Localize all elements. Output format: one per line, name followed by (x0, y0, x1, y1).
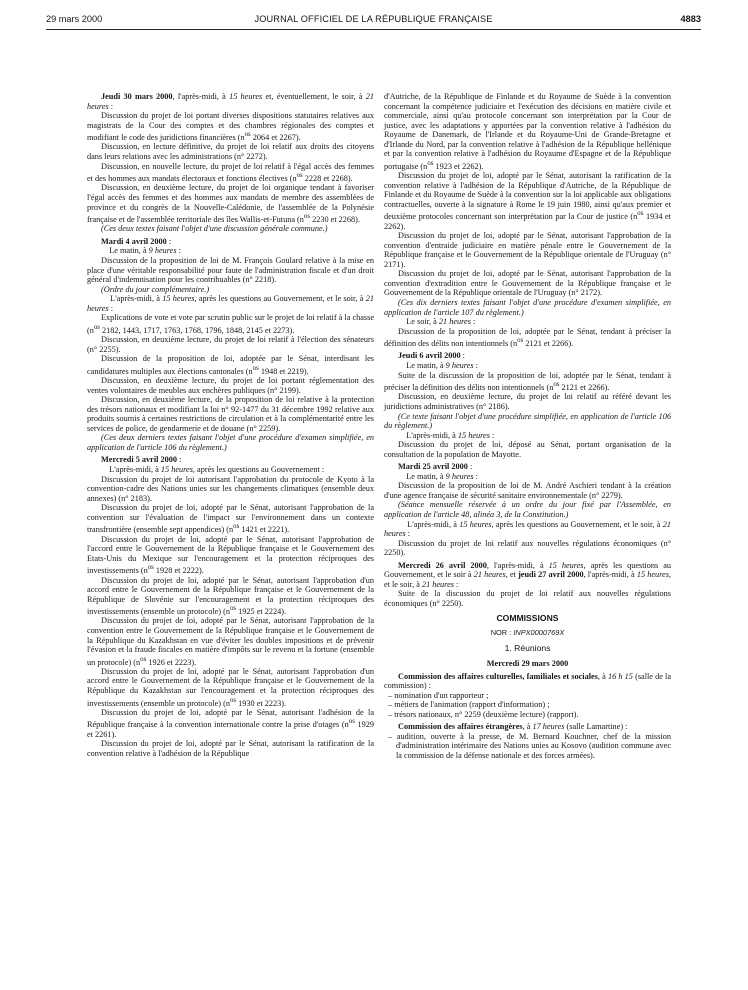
left-paragraph: Discussion, en nouvelle lecture, du projet de loi relatif à l'égal accès des femmes et des hommes aux mandats électoraux et fonctions électives ($n^{os}$ 2228 et 2268). (87, 161, 374, 183)
left-paragraph: Discussion du projet de loi, adopté par le Sénat, autorisant l'approbation d'un accord entre le Gouvernement de la République française et le Gouvernement de la République de Slovénie sur l'encouragement et la protection réciproques des investissements (ensemble un protocole) ($n^{os}$ 1925 et 2224). (87, 575, 374, 616)
left-paragraph: Discussion, en deuxième lecture, de la proposition de loi relative à la protection des trésors nationaux et modifiant la loi n° 92-1477 du 31 décembre 1992 relative aux produits soumis à certaines restrictions de circulation et à la complémentarité entre les services de police, de gendarmerie et de douane (n° 2259). (87, 395, 374, 433)
right-paragraph: Mardi 25 avril 2000 : (398, 462, 473, 472)
header-date: 29 mars 2000 (46, 14, 103, 24)
left-paragraph: Mercredi 5 avril 2000 : (101, 455, 182, 465)
left-paragraph: Discussion du projet de loi, adopté par le Sénat, autorisant la ratification de la convention relative à l'adhésion de la République (87, 739, 374, 758)
left-paragraph: Discussion, en deuxième lecture, du projet de loi organique tendant à favoriser l'égal accès des femmes et des hommes aux mandats de membre des assemblées de province et du congrès de la Nouvelle-Calédonie, de l'assemblée de la Polynésie française et de l'assemblée territoriale des îles Wallis-et-Futuna ($n^{os}$ 2230 et 2268). (87, 183, 374, 224)
left-paragraph: Discussion, en lecture définitive, du projet de loi relatif aux droits des citoyens dans leurs relations avec les administrations (n° 2272). (87, 142, 374, 162)
left-paragraph: Discussion du projet de loi, adopté par le Sénat, autorisant l'approbation de l'accord entre le Gouvernement de la République française et le Gouvernement des Etats-Unis du Mexique sur l'encouragement et la protection réciproques des investissements ($n^{os}$ 1928 et 2222). (87, 534, 374, 575)
right-paragraph: L'après-midi, à 15 heures, après les questions au Gouvernement, et le soir, à 21 heures : (384, 519, 671, 539)
left-paragraph: Discussion du projet de loi autorisant l'approbation du protocole de Kyoto à la convention-cadre des Nations unies sur les changements climatiques (ensemble deux annexes) (n° 2183). (87, 474, 374, 503)
right-paragraph: COMMISSIONS (496, 613, 559, 624)
right-paragraph: Le matin, à 9 heures : (398, 361, 478, 371)
right-paragraph: Suite de la discussion de la proposition de loi, adoptée par le Sénat, tendant à préciser la définition des délits non intentionnels ($n^{os}$ 2121 et 2266). (384, 370, 671, 392)
right-paragraph: Mercredi 29 mars 2000 (486, 659, 569, 669)
left-paragraph: Discussion du projet de loi, adopté par le Sénat, autorisant l'adhésion de la République française à la convention internationale contre la prise d'otages ($n^{os}$ 1929 et 2261). (87, 707, 374, 739)
left-paragraph: Discussion du projet de loi, adopté par le Sénat, autorisant l'approbation d'un accord entre le Gouvernement de la République française et le Gouvernement de la République du Kazakhstan sur l'encouragement et la protection réciproques des investissements (ensemble un protocole) ($n^{os}$ 1930 et 2223). (87, 666, 374, 708)
right-paragraph: (Séance mensuelle réservée à un ordre du jour fixé par l'Assemblée, en application de l'article 48, alinéa 3, de la Constitution.) (384, 500, 671, 519)
right-paragraph: – nomination d'un rapporteur ; (388, 690, 489, 700)
left-paragraph: (Ordre du jour complémentaire.) (101, 284, 210, 294)
left-paragraph: Discussion, en deuxième lecture, du projet de loi relatif à l'élection des sénateurs (n° 2255). (87, 335, 374, 354)
right-paragraph: Jeudi 6 avril 2000 : (398, 351, 465, 361)
right-paragraph: (Ce texte faisant l'objet d'une procédure simplifiée, en application de l'article 106 du règlement.) (384, 411, 671, 431)
right-paragraph: – audition, ouverte à la presse, de M. Bernard Kouchner, chef de la mission d'administration intérimaire des Nations unies au Kosovo (audition commune avec la commission de la défense nationale et des forces armées). (388, 731, 671, 760)
left-paragraph: Le matin, à 9 heures : (101, 246, 181, 256)
right-paragraph: d'Autriche, de la République de Finlande et du Royaume de Suède à la convention concernant la compétence judiciaire et l'exécution des décisions en matière civile et commerciale, ainsi qu'au protocole concernant son interprétation par la Cour de justice, avec les adaptations y apportées par la convention relative à l'adhésion du Royaume de Danemark, de l'Irlande et du Royaume-Uni de Grande-Bretagne et d'Irlande du Nord, par la convention relative à l'adhésion de la République hellénique et par la convention relative à l'adhésion du Royaume d'Espagne et de la République portugaise ($n^{os}$ 1923 et 2262). (384, 92, 671, 171)
right-paragraph: Le matin, à 9 heures : (398, 471, 478, 481)
right-paragraph: Discussion, en deuxième lecture, du projet de loi relatif au référé devant les juridictions administratives (n° 2186). (384, 392, 671, 411)
journal-title: JOURNAL OFFICIEL DE LA RÉPUBLIQUE FRANÇAISE (254, 14, 493, 24)
left-paragraph: Mardi 4 avril 2000 : (101, 236, 172, 246)
left-paragraph: Jeudi 30 mars 2000, l'après-midi, à 15 heures et, éventuellement, le soir, à 21 heures : (87, 92, 375, 111)
left-paragraph: Discussion du projet de loi, adopté par le Sénat, autorisant l'approbation de la convention entre le Gouvernement de la République française et le Gouvernement de la République du Kazakhstan en vue d'éviter les doubles impositions et de prévenir l'évasion et la fraude fiscales en matière d'impôts sur le revenu et la fortune (ensemble un protocole) ($n^{os}$ 1926 et 2223). (87, 616, 374, 667)
right-paragraph: Discussion du projet de loi, adopté par le Sénat, autorisant l'approbation de la convention d'extradition entre le Gouvernement de la République française et le Gouvernement de la République orientale de l'Uruguay (n° 2172). (384, 269, 671, 298)
left-paragraph: L'après-midi, à 15 heures, après les questions au Gouvernement, et le soir, à 21 heures : (87, 294, 374, 313)
left-paragraph: Discussion du projet de loi, adopté par le Sénat, autorisant l'approbation de la convention sur l'évaluation de l'impact sur l'environnement dans un contexte transfrontière (ensemble sept appendices) ($n^{os}$ 1421 et 2221). (87, 503, 374, 535)
right-paragraph: Commission des affaires étrangères, à 17 heures (salle Lamartine) : (398, 722, 628, 732)
right-column (384, 92, 671, 761)
right-paragraph: NOR : INPX0000769X (490, 627, 565, 637)
left-paragraph: Discussion du projet de loi portant diverses dispositions statutaires relatives aux magistrats de la Cour des comptes et des chambres régionales des comptes et modifiant le code des juridictions financières ($n^{os}$ 2064 et 2267). (87, 111, 374, 142)
right-paragraph: (Ces dix derniers textes faisant l'objet d'une procédure d'examen simplifiée, en application de l'article 107 du règlement.) (384, 297, 671, 317)
right-paragraph: Discussion de la proposition de loi de M. André Aschieri tendant à la création d'une agence française de sécurité sanitaire environnementale (n° 2279). (384, 481, 671, 500)
left-paragraph: (Ces deux derniers textes faisant l'objet d'une procédure d'examen simplifiée, en application de l'article 106 du règlement.) (87, 433, 374, 452)
left-paragraph: Discussion, en deuxième lecture, du projet de loi portant réglementation des ventes volontaires de meubles aux enchères publiques (n° 2199). (87, 376, 374, 395)
right-paragraph: Le soir, à 21 heures : (398, 317, 476, 327)
right-paragraph: Commission des affaires culturelles, familiales et sociales, à 16 h 15 (salle de la commission) : (384, 671, 672, 691)
right-paragraph: L'après-midi, à 15 heures : (398, 430, 495, 440)
left-paragraph: L'après-midi, à 15 heures, après les questions au Gouvernement : (101, 464, 325, 474)
right-paragraph: Discussion de la proposition de loi, adoptée par le Sénat, tendant à préciser la définition des délits non intentionnels ($n^{os}$ 2121 et 2266). (384, 326, 671, 348)
header-rule (46, 29, 701, 30)
left-column (87, 89, 374, 758)
right-paragraph: Discussion du projet de loi, déposé au Sénat, portant organisation de la consultation de la population de Mayotte. (384, 440, 671, 459)
right-paragraph: Discussion du projet de loi, adopté par le Sénat, autorisant la ratification de la convention relative à l'adhésion de la République d'Autriche, de la République de Finlande et du Royaume de Suède à la convention sur la loi applicable aux obligations contractuelles, ouverte à la signature à Rome le 19 juin 1980, ainsi qu'aux premier et deuxième protocoles concernant son interprétation par la Cour de justice ($n^{os}$ 1934 et 2262). (384, 171, 671, 231)
right-paragraph: Mercredi 26 avril 2000, l'après-midi, à 15 heures, après les questions au Gouvernement, et le soir à 21 heures, et jeudi 27 avril 2000, l'après-midi, à 15 heures, et le soir, à 21 heures : (384, 560, 671, 589)
right-paragraph: 1. Réunions (504, 642, 551, 653)
right-paragraph: Discussion du projet de loi relatif aux nouvelles régulations économiques (n° 2250). (384, 538, 671, 558)
left-paragraph: Explications de vote et vote par scrutin public sur le projet de loi relatif à la chasse ($n^{os}$ 2182, 1443, 1717, 1763, 1768, 1796, 1848, 2145 et 2273). (87, 313, 374, 335)
right-paragraph: – métiers de l'animation (rapport d'information) ; (388, 700, 550, 710)
left-paragraph: (Ces deux textes faisant l'objet d'une discussion générale commune.) (101, 224, 328, 234)
page-number: 4883 (680, 14, 701, 24)
right-paragraph: Discussion du projet de loi, adopté par le Sénat, autorisant l'approbation de la convention d'entraide judiciaire en matière pénale entre le Gouvernement de la République française et le Gouvernement de la République orientale de l'Uruguay (n° 2171). (384, 231, 671, 269)
left-paragraph: Discussion de la proposition de loi de M. François Goulard relative à la mise en place d'une véritable responsabilité pour faute de l'administration fiscale et d'un droit général d'indemnisation pour les contribuables (n° 2218). (87, 256, 374, 285)
left-paragraph: Discussion de la proposition de loi, adoptée par le Sénat, interdisant les candidatures multiples aux élections cantonales ($n^{os}$ 1948 et 2219). (87, 354, 374, 376)
right-paragraph: – trésors nationaux, n° 2259 (deuxième lecture) (rapport). (388, 709, 579, 719)
right-paragraph: Suite de la discussion du projet de loi relatif aux nouvelles régulations économiques (n° 2250). (384, 589, 671, 608)
page-header (46, 14, 701, 30)
